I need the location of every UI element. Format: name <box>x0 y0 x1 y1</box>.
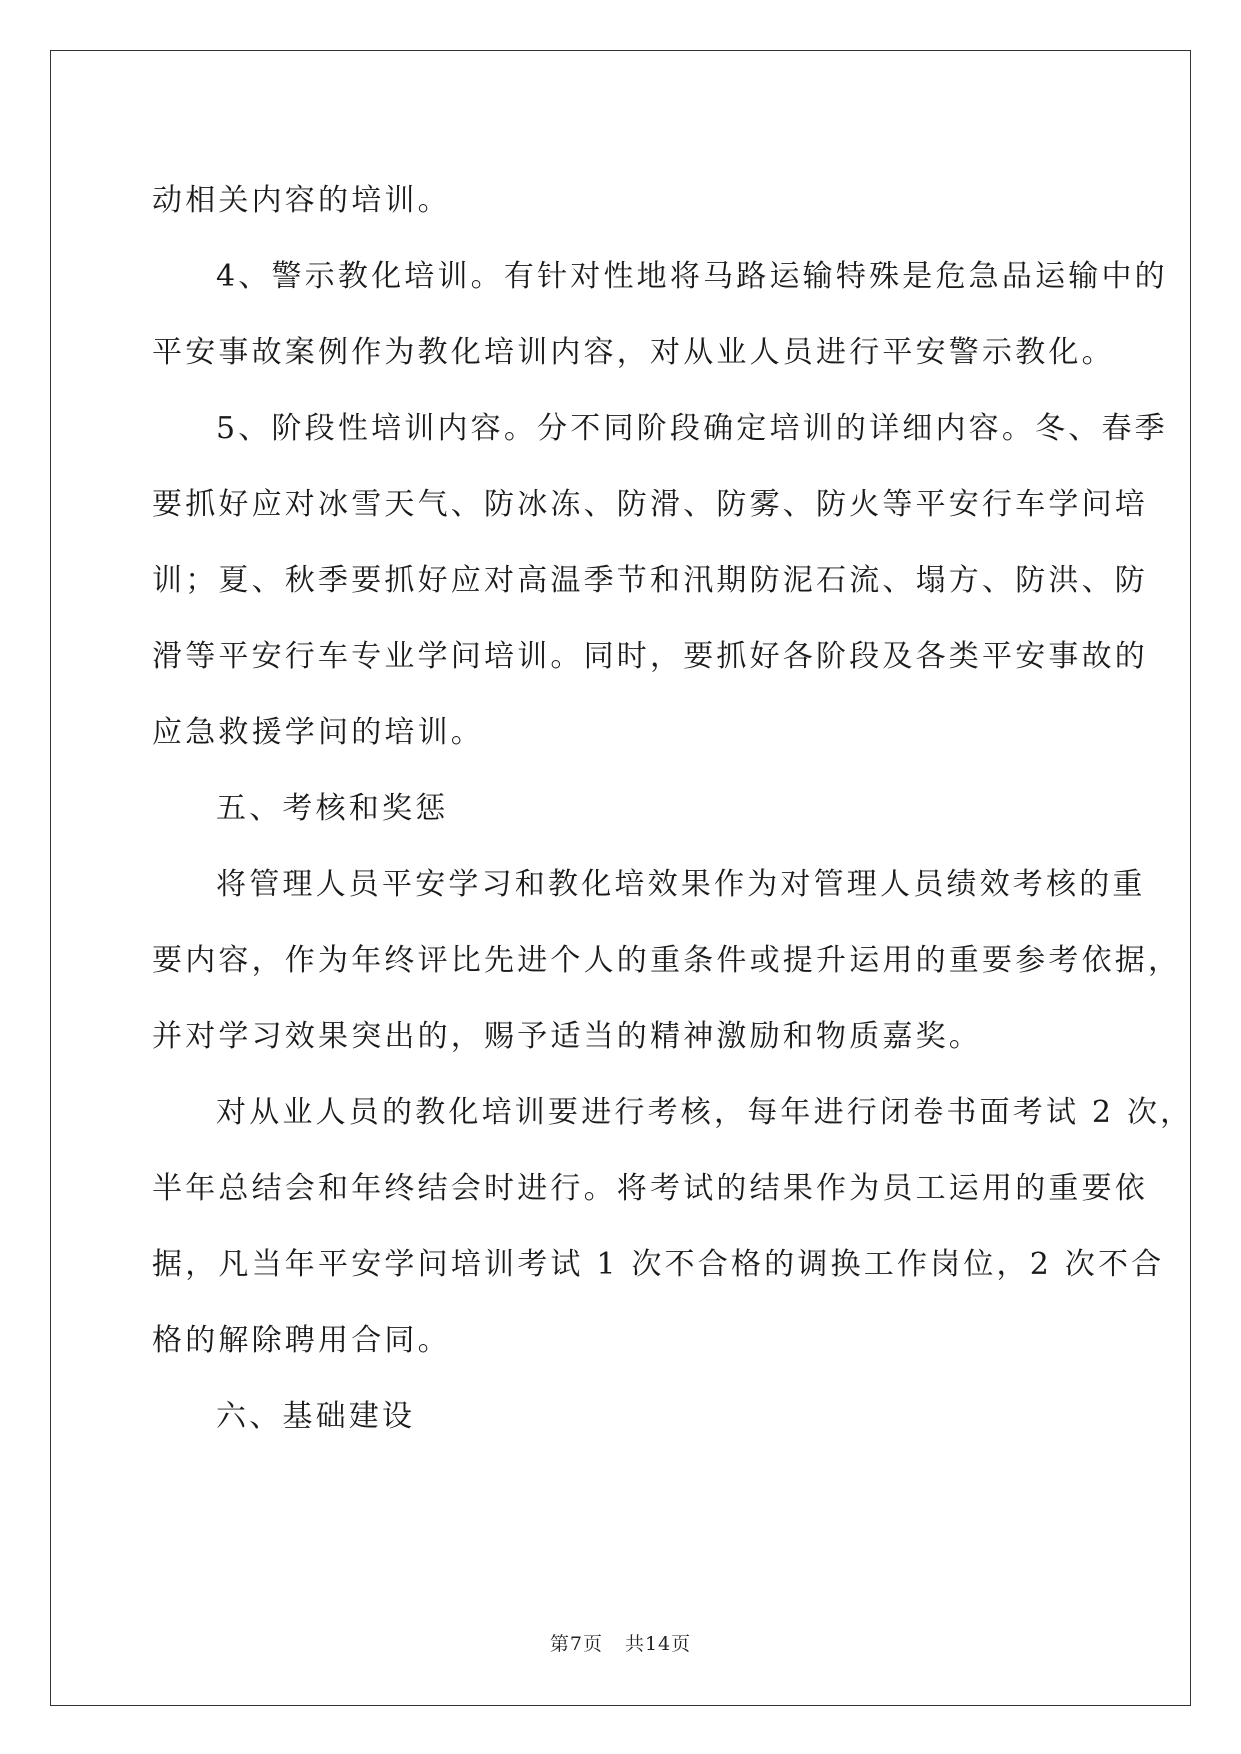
text-line: 5、阶段性培训内容。分不同阶段确定培训的详细内容。冬、春季 <box>216 411 1168 446</box>
text-line: 平安事故案例作为教化培训内容，对从业人员进行平安警示教化。 <box>152 335 1115 370</box>
section-heading: 六、基础建设 <box>216 1399 416 1434</box>
text-line: 半年总结会和年终结会时进行。将考试的结果作为员工运用的重要依 <box>152 1171 1148 1206</box>
text-line: 4、警示教化培训。有针对性地将马路运输特殊是危急品运输中的 <box>216 259 1168 294</box>
page-footer <box>0 1629 1241 1656</box>
page-number-current: 第7页 <box>549 1633 603 1655</box>
text-line: 训；夏、秋季要抓好应对高温季节和汛期防泥石流、塌方、防洪、防 <box>152 563 1148 598</box>
text-line: 格的解除聘用合同。 <box>152 1323 451 1358</box>
text-line: 要内容，作为年终评比先进个人的重条件或提升运用的重要参考依据， <box>152 943 1182 978</box>
page-number-total: 共14页 <box>624 1633 692 1655</box>
text-line: 将管理人员平安学习和教化培效果作为对管理人员绩效考核的重 <box>216 867 1146 902</box>
document-body <box>152 163 1194 1455</box>
text-line: 要抓好应对冰雪天气、防冰冻、防滑、防雾、防火等平安行车学问培 <box>152 487 1148 522</box>
text-line: 滑等平安行车专业学问培训。同时，要抓好各阶段及各类平安事故的 <box>152 639 1148 674</box>
text-line: 对从业人员的教化培训要进行考核，每年进行闭卷书面考试 2 次， <box>216 1095 1194 1130</box>
section-heading: 五、考核和奖惩 <box>216 791 449 826</box>
text-line: 并对学习效果突出的，赐予适当的精神激励和物质嘉奖。 <box>152 1019 982 1054</box>
text-line: 据，凡当年平安学问培训考试 1 次不合格的调换工作岗位，2 次不合 <box>152 1247 1165 1282</box>
text-line: 应急救援学问的培训。 <box>152 715 484 750</box>
text-line: 动相关内容的培训。 <box>152 183 451 218</box>
